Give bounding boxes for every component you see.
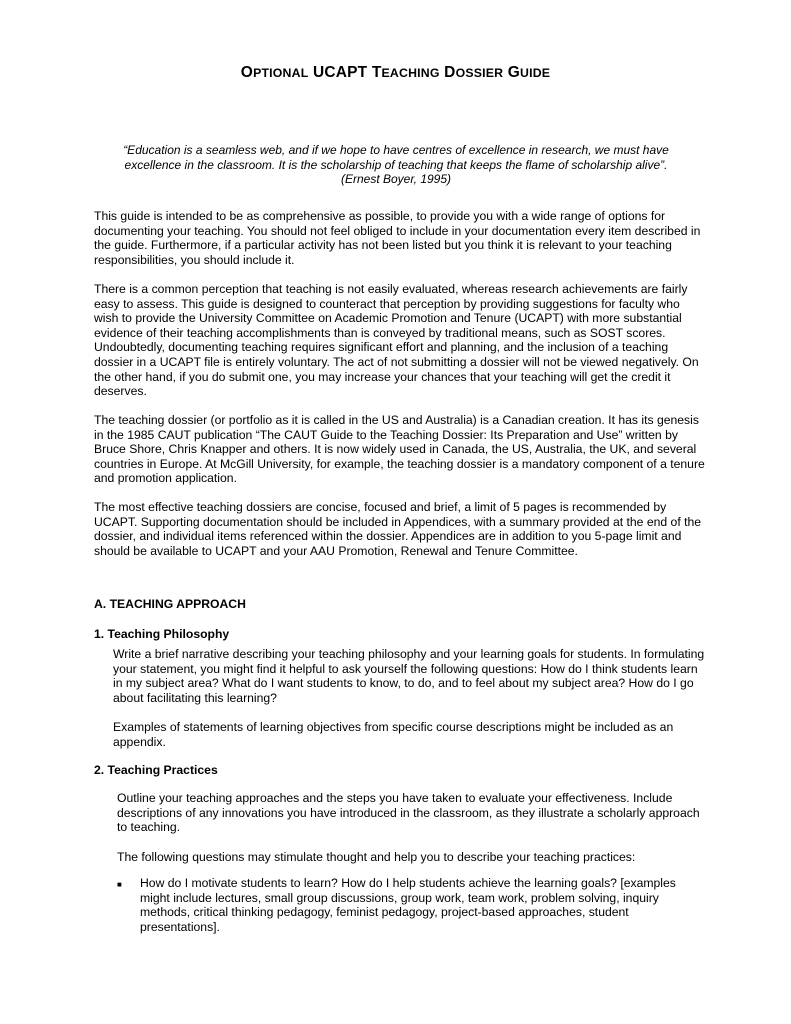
section-heading: A. TEACHING APPROACH xyxy=(94,597,246,611)
practices-paragraph: Outline your teaching approaches and the steps you have taken to evaluate your effectiveness. Include descriptions of any innovations you have introduced in the classroom, as they illustrate a scholarly approach to teaching. xyxy=(117,791,700,835)
philosophy-appendix-paragraph: Examples of statements of learning objectives from specific course descriptions might be included as an appendix. xyxy=(113,720,674,749)
philosophy-paragraph: Write a brief narrative describing your teaching philosophy and your learning goals for students. In formulating your statement, you might find it helpful to ask yourself the following questions: How do I think students learn in my subject area? What do I want students to know, to do, and to feel about my subject area? How do I go about facilitating this learning? xyxy=(113,647,705,705)
title-cap: T xyxy=(371,64,382,81)
intro-paragraph: This guide is intended to be as comprehensive as possible, to provide you with a wide range of options for documenting your teaching. You should not feel obliged to include in your documentation every item described in the guide. Furthermore, if a particular activity has not been listed but you think it is relevant to your teaching responsibilities, you should include it. xyxy=(94,209,701,267)
title-word: UCAPT xyxy=(312,64,368,81)
history-paragraph: The teaching dossier (or portfolio as it is called in the US and Australia) is a Canadian creation. It has its genesis in the 1985 CAUT publication “The CAUT Guide to the Teaching Dossier: Its Preparation and Use” written by Bruce Shore, Chris Knapper and others. It is now widely used in Canada, the US, Australia, the UK, and several countries in Europe. At McGill University, for example, the teaching dossier is a mandatory component of a tenure and promotion application. xyxy=(94,413,705,486)
title-smallcaps: UIDE xyxy=(520,66,551,80)
bullet-square-icon: ■ xyxy=(117,880,122,889)
list-item: How do I motivate students to learn? How do I help students achieve the learning goals? [examples might include lectures, small group discussions, group work, team work, problem solving, inquiry methods, critical thinking pedagogy, feminist pedagogy, project-based approaches, student presentations]. xyxy=(140,876,676,934)
subsection-heading: 1. Teaching Philosophy xyxy=(94,627,230,641)
epigraph-quote: “Education is a seamless web, and if we hope to have centres of excellence in research, we must have excellence in the classroom. It is the scholarship of teaching that keeps the flame of scholarship alive”. (Ernest Boyer, 1995) xyxy=(123,143,669,187)
perception-paragraph: There is a common perception that teaching is not easily evaluated, whereas research achievements are fairly easy to assess. This guide is designed to counteract that perception by providing suggestions for faculty who wish to provide the University Committee on Academic Promotion and Tenure (UCAPT) with more substantial evidence of their teaching accomplishments than is conveyed by traditional means, such as SOST scores. Undoubtedly, documenting teaching requires significant effort and planning, and the inclusion of a teaching dossier in a UCAPT file is entirely voluntary. The act of not submitting a dossier will not be viewed negatively. On the other hand, if you do submit one, you may increase your chances that your teaching will get the credit it deserves. xyxy=(94,282,699,399)
title-smallcaps: PTIONAL xyxy=(253,66,309,80)
subsection-heading: 2. Teaching Practices xyxy=(94,763,218,777)
title-smallcaps: EACHING xyxy=(381,66,440,80)
title-cap: D xyxy=(444,64,456,81)
title-cap: O xyxy=(240,64,254,81)
title-smallcaps: OSSIER xyxy=(455,66,504,80)
practices-questions-intro: The following questions may stimulate thought and help you to describe your teaching practices: xyxy=(117,850,636,864)
title-cap: G xyxy=(507,64,521,81)
effective-dossier-paragraph: The most effective teaching dossiers are concise, focused and brief, a limit of 5 pages is recommended by UCAPT. Supporting documentation should be included in Appendices, with a summary provided at the end of the dossier, and individual items referenced within the dossier. Appendices are in addition to you 5-page limit and should be available to UCAPT and your AAU Promotion, Renewal and Tenure Committee. xyxy=(94,500,702,558)
document-title xyxy=(0,66,791,81)
